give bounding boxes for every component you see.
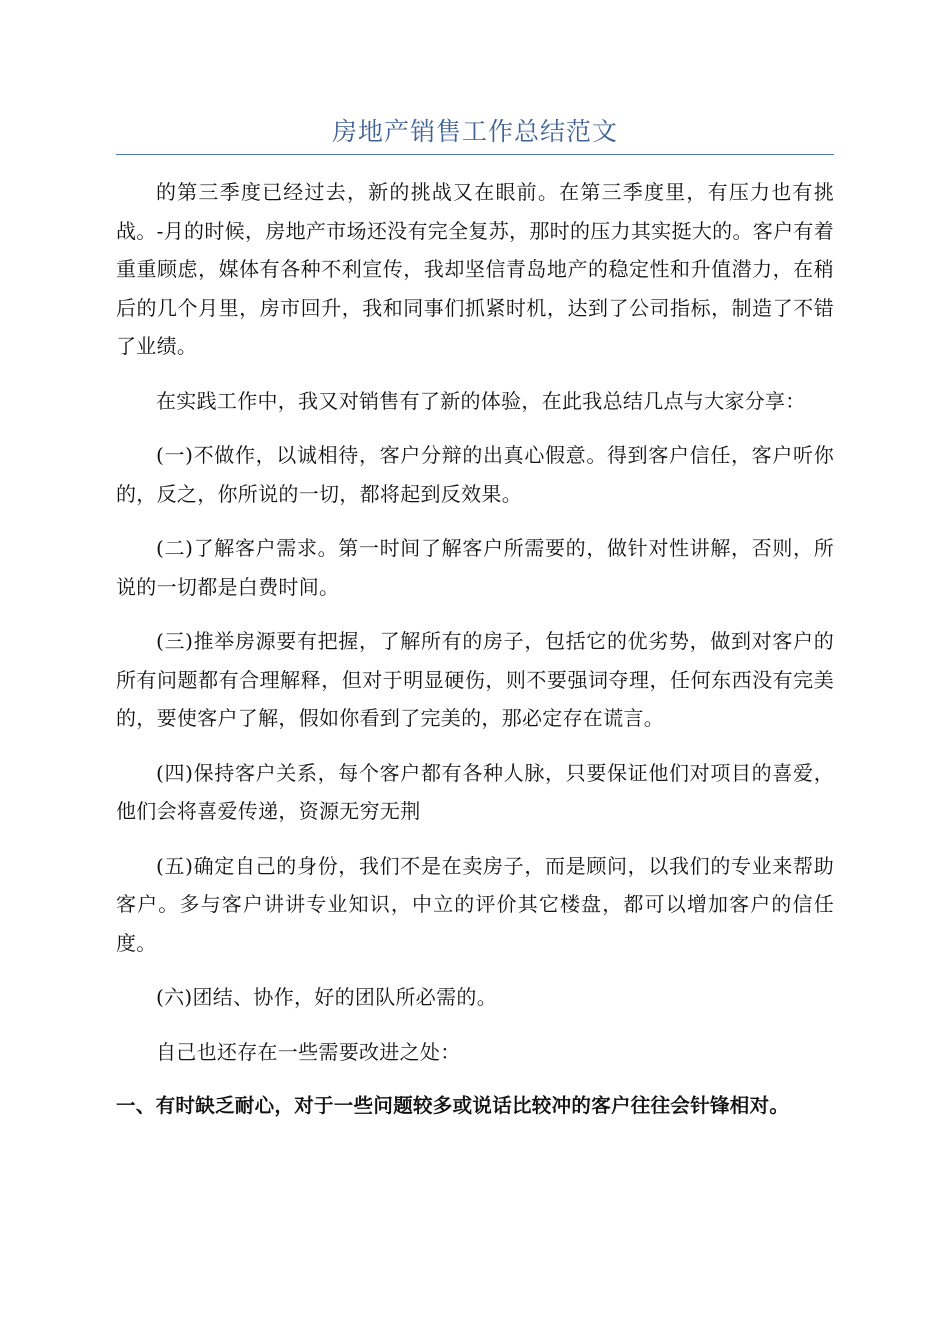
paragraph-point-5: (五)确定自己的身份，我们不是在卖房子，而是顾问，以我们的专业来帮助客户。多与客户讲讲专业知识，中立的评价其它楼盘，都可以增加客户的信任度。	[116, 853, 834, 955]
paragraph-point-6: (六)团结、协作，好的团队所必需的。	[156, 985, 498, 1009]
paragraph-point-2: (二)了解客户需求。第一时间了解客户所需要的，做针对性讲解，否则，所说的一切都是白费时间。	[116, 536, 834, 599]
document-body	[116, 173, 834, 1142]
paragraph-experience: 在实践工作中，我又对销售有了新的体验，在此我总结几点与大家分享：	[156, 388, 806, 413]
bold-heading-1: 一、有时缺乏耐心，对于一些问题较多或说话比较冲的客户往往会针锋相对。	[116, 1094, 790, 1117]
title-underline	[116, 154, 834, 155]
paragraph-point-1: (一)不做作，以诚相待，客户分辩的出真心假意。得到客户信任，客户听你的，反之，你所说的一切，都将起到反效果。	[116, 443, 834, 506]
document-title: 房地产销售工作总结范文	[331, 117, 618, 146]
paragraph-point-3: (三)推举房源要有把握，了解所有的房子，包括它的优劣势，做到对客户的所有问题都有合理解释，但对于明显硬伤，则不要强词夺理，任何东西没有完美的，要使客户了解，假如你看到了完美的，那必定存在谎言。	[116, 629, 834, 730]
paragraph-improvements: 自己也还存在一些需要改进之处：	[156, 1039, 461, 1064]
paragraph-point-4: (四)保持客户关系，每个客户都有各种人脉，只要保证他们对项目的喜爱，他们会将喜爱传递，资源无穷无荆	[116, 760, 834, 823]
paragraph-intro: 的第三季度已经过去，新的挑战又在眼前。在第三季度里，有压力也有挑战。-月的时候，房地产市场还没有完全复苏，那时的压力其实挺大的。客户有着重重顾虑，媒体有各种不利宣传，我却坚信青岛地产的稳定性和升值潜力，在稍后的几个月里，房市回升，我和同事们抓紧时机，达到了公司指标，制造了不错了业绩。	[116, 180, 834, 358]
